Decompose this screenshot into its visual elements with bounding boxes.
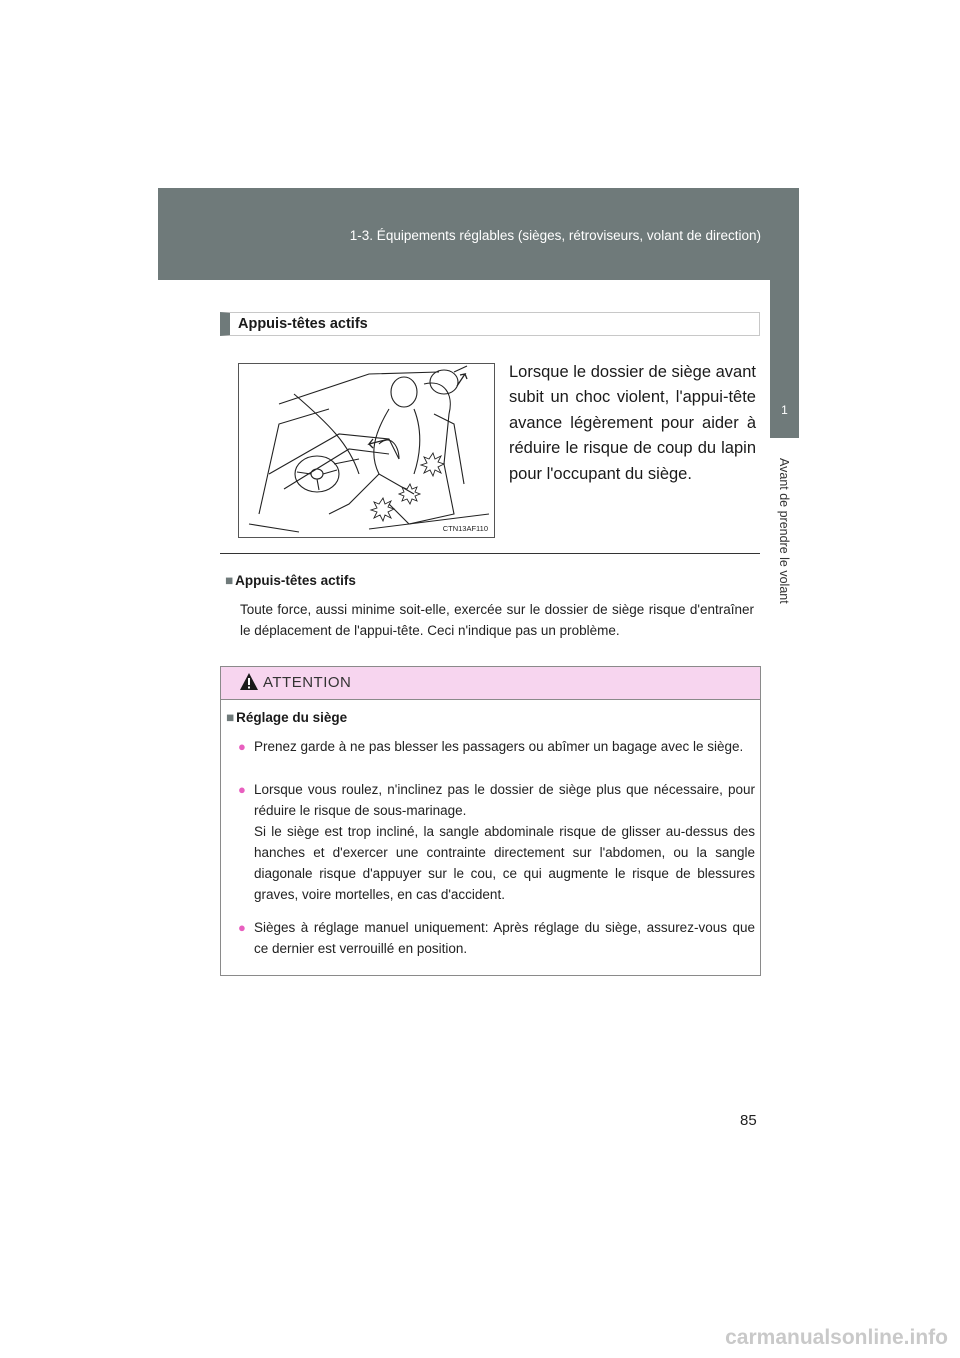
caution-subtitle-text: Réglage du siège [236,710,348,725]
note-title-text: Appuis-têtes actifs [235,573,356,588]
note-title [225,573,356,588]
caution-item-text: Prenez garde à ne pas blesser les passagers ou abîmer un bagage avec le siège. [254,739,744,754]
square-bullet-icon: ■ [226,710,235,725]
headrest-illustration [238,363,495,538]
circle-bullet-icon: ● [238,739,246,754]
watermark: carmanualsonline.info [725,1326,948,1349]
side-tab-label: Avant de prendre le volant [777,458,791,604]
circle-bullet-icon: ● [238,782,246,797]
chapter-title: 1-3. Équipements réglables (sièges, rétroviseurs, volant de direction) [349,228,761,243]
circle-bullet-icon: ● [238,920,246,935]
figure-code: CTN13AF110 [442,524,488,533]
caution-header [221,667,760,700]
side-tab [770,188,799,438]
square-bullet-icon: ■ [225,573,234,588]
header-band [158,188,799,280]
intro-paragraph: Lorsque le dossier de siège avant subit un choc violent, l'appui-tête avance légèrement pour aider à réduire le risque de coup du lapin pour l'occupant du siège. [509,363,756,483]
car-interior-drawing [239,364,494,537]
caution-subtitle [226,710,347,725]
caution-item-continuation: Si le siège est trop incliné, la sangle abdominale risque de glisser au-dessus des hanches et d'exercer une contrainte directement sur l'abdomen, ou la sangle diagonale risque d'appuyer sur le cou, ce qui augmente le risque de blessures graves, voire mortelles, en cas d'accident. [254,824,755,902]
page-number: 85 [740,1112,757,1129]
caution-item-text: Sièges à réglage manuel uniquement: Après réglage du siège, assurez-vous que ce dernier est verrouillé en position. [254,920,755,956]
caution-item [238,736,755,757]
note-body: Toute force, aussi minime soit-elle, exercée sur le dossier de siège risque d'entraîner le déplacement de l'appui-tête. Ceci n'indique pas un problème. [240,602,754,638]
caution-item [238,917,755,959]
section-divider [220,553,760,554]
side-tab-number: 1 [781,403,788,417]
caution-box [220,666,761,976]
section-heading: Appuis-têtes actifs [220,312,760,336]
caution-item [238,779,755,905]
caution-item-text: Lorsque vous roulez, n'inclinez pas le dossier de siège plus que nécessaire, pour réduire le risque de sous-marinage. [254,782,755,818]
caution-label: ATTENTION [263,674,352,691]
warning-triangle-icon [239,672,259,691]
